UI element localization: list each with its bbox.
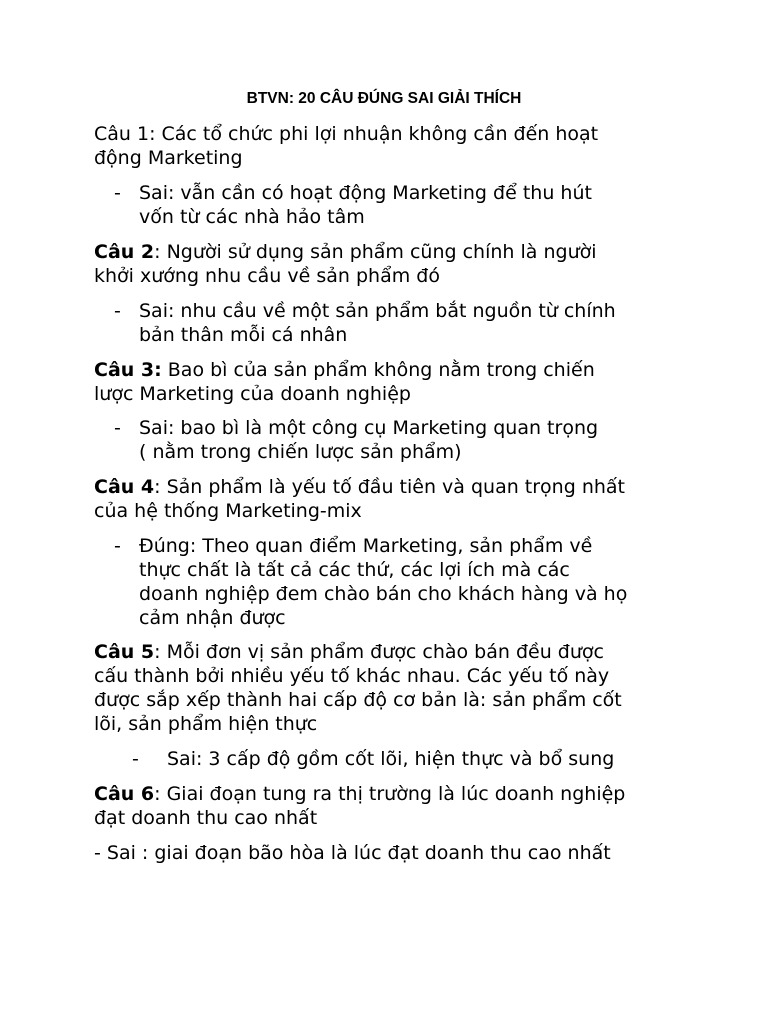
question-3-line-1 <box>94 358 595 382</box>
answer-1-line-1: Sai: vẫn cần có hoạt động Marketing để thu hút <box>139 182 592 204</box>
answer-3-line-2: ( nằm trong chiến lược sản phẩm) <box>139 441 462 463</box>
document-title: BTVN: 20 CÂU ĐÚNG SAI GIẢI THÍCH <box>246 90 522 107</box>
answer-3-dash: - <box>114 417 121 439</box>
question-2-line-2: khởi xướng nhu cầu về sản phẩm đó <box>94 265 440 287</box>
question-1-line-2: động Marketing <box>94 147 243 169</box>
question-4-text: : Sản phẩm là yếu tố đầu tiên và quan trọng nhất <box>154 476 625 498</box>
answer-1-dash: - <box>114 182 121 204</box>
answer-4-line-2: thực chất là tất cả các thứ, các lợi ích mà các <box>139 559 570 581</box>
question-5-line-4: lõi, sản phẩm hiện thực <box>94 713 318 735</box>
question-3 <box>94 358 595 406</box>
answer-4-dash: - <box>114 535 121 557</box>
question-5-label: Câu 5 <box>94 641 155 663</box>
answer-2-dash: - <box>114 300 121 322</box>
answer-4-line-3: doanh nghiệp đem chào bán cho khách hàng và họ <box>139 583 628 605</box>
answer-6 <box>94 841 611 865</box>
question-6-line-2: đạt doanh thu cao nhất <box>94 807 318 829</box>
question-4-label: Câu 4 <box>94 476 155 498</box>
question-3-line-2: lược Marketing của doanh nghiệp <box>94 383 411 405</box>
question-5-line-3: được sắp xếp thành hai cấp độ cơ bản là: sản phẩm cốt <box>94 689 622 711</box>
question-6 <box>94 782 625 830</box>
question-1 <box>94 122 598 170</box>
question-6-line-1 <box>94 782 625 806</box>
question-6-label: Câu 6 <box>94 783 155 805</box>
question-2 <box>94 240 597 288</box>
question-4-line-1 <box>94 475 625 499</box>
question-2-line-1 <box>94 240 597 264</box>
question-6-text: : Giai đoạn tung ra thị trường là lúc doanh nghiệp <box>154 783 626 805</box>
answer-3-line-1: Sai: bao bì là một công cụ Marketing quan trọng <box>139 417 599 439</box>
answer-2-line-1: Sai: nhu cầu về một sản phẩm bắt nguồn từ chính <box>139 300 616 322</box>
question-5 <box>94 640 622 736</box>
question-5-text: : Mỗi đơn vị sản phẩm được chào bán đều được <box>154 641 604 663</box>
answer-5-line-1: Sai: 3 cấp độ gồm cốt lõi, hiện thực và bổ sung <box>167 748 615 770</box>
question-4 <box>94 475 625 523</box>
answer-4-line-1: Đúng: Theo quan điểm Marketing, sản phẩm về <box>139 535 593 557</box>
answer-3 <box>139 416 598 464</box>
answer-4 <box>139 534 627 630</box>
question-5-line-1 <box>94 640 622 664</box>
answer-1 <box>139 181 592 229</box>
answer-5 <box>167 747 614 771</box>
question-1-line-1: Câu 1: Các tổ chức phi lợi nhuận không cần đến hoạt <box>94 123 599 145</box>
answer-5-dash: - <box>132 748 139 770</box>
question-3-text: Bao bì của sản phẩm không nằm trong chiến <box>161 359 595 381</box>
question-4-line-2: của hệ thống Marketing-mix <box>94 500 362 522</box>
question-2-label: Câu 2 <box>94 241 155 263</box>
answer-4-line-4: cảm nhận được <box>139 607 286 629</box>
answer-1-line-2: vốn từ các nhà hảo tâm <box>139 206 365 228</box>
answer-2 <box>139 299 616 347</box>
answer-2-line-2: bản thân mỗi cá nhân <box>139 324 348 346</box>
answer-6-line-1: - Sai : giai đoạn bão hòa là lúc đạt doanh thu cao nhất <box>94 842 611 864</box>
question-5-line-2: cấu thành bởi nhiều yếu tố khác nhau. Các yếu tố này <box>94 665 610 687</box>
question-3-label: Câu 3: <box>94 359 162 381</box>
question-2-text: : Người sử dụng sản phẩm cũng chính là người <box>154 241 597 263</box>
